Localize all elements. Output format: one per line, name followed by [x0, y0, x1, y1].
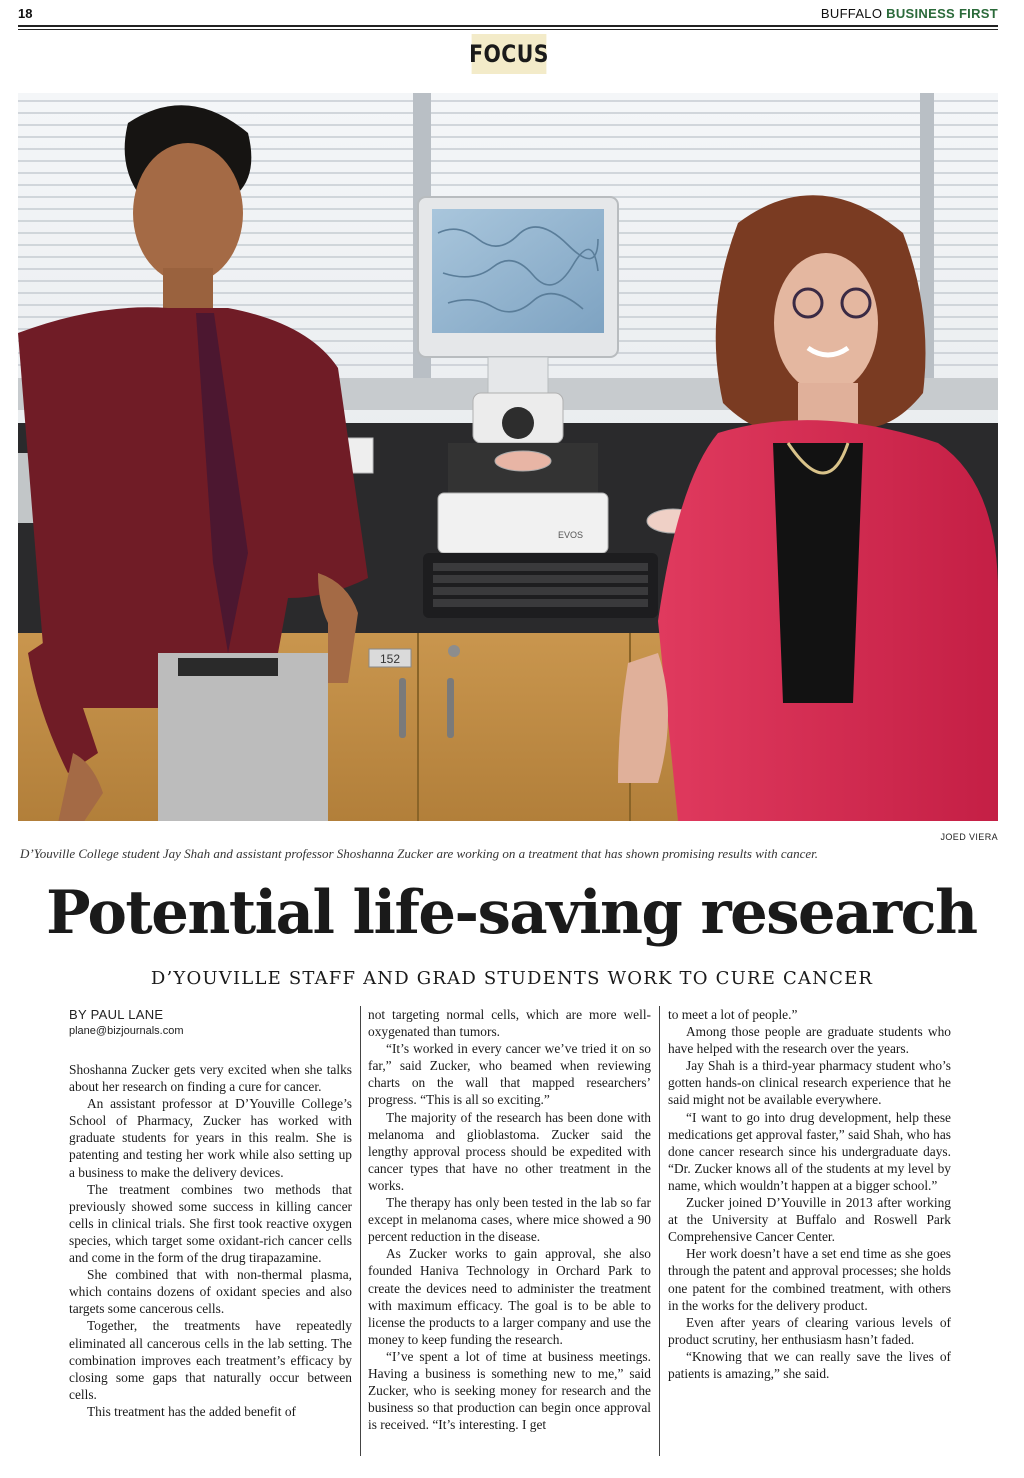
keyboard — [423, 553, 658, 618]
section-tag: FOCUS — [472, 34, 547, 74]
article-headline — [18, 868, 1004, 958]
photo-caption: D’Youville College student Jay Shah and assistant professor Shoshanna Zucker are working on a treatment that has shown promising results with cancer. — [20, 846, 819, 861]
paragraph: Together, the treatments have repeatedly eliminated all cancerous cells in the lab setting. The combination improves each treatment’s efficacy by closing some gaps that naturally occur between cells. — [69, 1318, 352, 1402]
article-column-3 — [668, 1006, 951, 1382]
paragraph: Shoshanna Zucker gets very excited when she talks about her research on finding a cure for cancer. — [69, 1062, 352, 1095]
headline-text: Potential life-saving research — [45, 878, 977, 948]
page-header — [18, 4, 998, 26]
photo-credit: JOED VIERA — [940, 832, 998, 842]
paragraph: The treatment combines two methods that previously showed some success in killing cancer cells in clinical trials. She first took reactive oxygen species, which target some oxidant-rich cancer cells and come in the form of the drug tirapazamine. — [69, 1181, 352, 1266]
paragraph: An assistant professor at D’Youville College’s School of Pharmacy, Zucker has worked with graduate students for years in this realm. She is patenting and testing her work while also setting up a business to make the delivery devices. — [69, 1096, 352, 1180]
publication-name-bold: BUSINESS FIRST — [886, 6, 998, 21]
byline: BY PAUL LANE — [69, 1007, 164, 1022]
article-column-1 — [69, 1006, 352, 1420]
header-rule — [18, 25, 998, 27]
paragraph: The majority of the research has been done with melanoma and glioblastoma. Zucker said the lengthy approval process should be expedited with cancer types that have no other treatment in the works. — [368, 1109, 651, 1193]
paragraph: “I want to go into drug development, help these medications get approval faster,” said Shah, who has done cancer research since his undergraduate days. “Dr. Zucker knows all of the students at my level by name, which wouldn’t happen at a bigger school.” — [668, 1109, 951, 1193]
paragraph: This treatment has the added benefit of — [87, 1403, 296, 1419]
paragraph: The therapy has only been tested in the lab so far except in melanoma cases, where mice showed a 90 percent reduction in the disease. — [368, 1195, 651, 1245]
paragraph: Her work doesn’t have a set end time as she goes through the patent and approval processes; she holds one patent for the combined treatment, with others in the works for the delivery product. — [668, 1246, 951, 1313]
paragraph: Jay Shah is a third-year pharmacy student who’s gotten hands-on clinical research experience that he said might not be available everywhere. — [668, 1058, 951, 1108]
publication-name-regular: BUFFALO — [820, 6, 883, 21]
paragraph: Even after years of clearing various levels of product scrutiny, her enthusiasm hasn’t faded. — [668, 1314, 951, 1347]
paragraph: to meet a lot of people.” — [668, 1007, 798, 1022]
svg-text:152: 152 — [379, 652, 401, 666]
paragraph: not targeting normal cells, which are more well-oxygenated than tumors. — [368, 1007, 651, 1040]
paragraph: Zucker joined D’Youville in 2013 after working at the University at Buffalo and Roswell Park Comprehensive Cancer Center. — [668, 1195, 951, 1245]
article-column-2 — [368, 1006, 651, 1433]
article-photo — [18, 93, 998, 821]
paragraph: As Zucker works to gain approval, she also founded Haniva Technology in Orchard Park to create the devices need to administer the treatment with maximum efficacy. The goal is to be able to license the products to a larger company and use the money to keep funding the research. — [368, 1246, 651, 1347]
paragraph: “Knowing that we can really save the lives of patients is amazing,” she said. — [668, 1348, 951, 1381]
paragraph: Among those people are graduate students who have helped with the research over the years. — [668, 1024, 951, 1057]
svg-text:EVOS: EVOS — [558, 530, 584, 540]
article-subhead: D’YOUVILLE STAFF AND GRAD STUDENTS WORK TO CURE CANCER — [150, 968, 874, 989]
header-rule-thin — [18, 29, 998, 30]
paragraph: She combined that with non-thermal plasma, which contains dozens of oxidant species and also targets some cancerous cells. — [69, 1267, 352, 1317]
column-rule — [659, 1006, 660, 1456]
paragraph: “It’s worked in every cancer we’ve tried it on so far,” said Zucker, who beamed when reviewing charts on the wall that mapped researchers’ progress. “This is all so exciting.” — [368, 1041, 651, 1108]
author-email[interactable]: plane@bizjournals.com — [69, 1025, 184, 1037]
paragraph: “I’ve spent a lot of time at business meetings. Having a business is something new to me,” said Zucker, who is seeking money for research and the business so that production can begin once approval is received. “It’s interesting. I get — [368, 1348, 651, 1433]
publication-name — [821, 6, 998, 21]
page-number: 18 — [18, 6, 33, 21]
column-rule — [360, 1006, 361, 1456]
